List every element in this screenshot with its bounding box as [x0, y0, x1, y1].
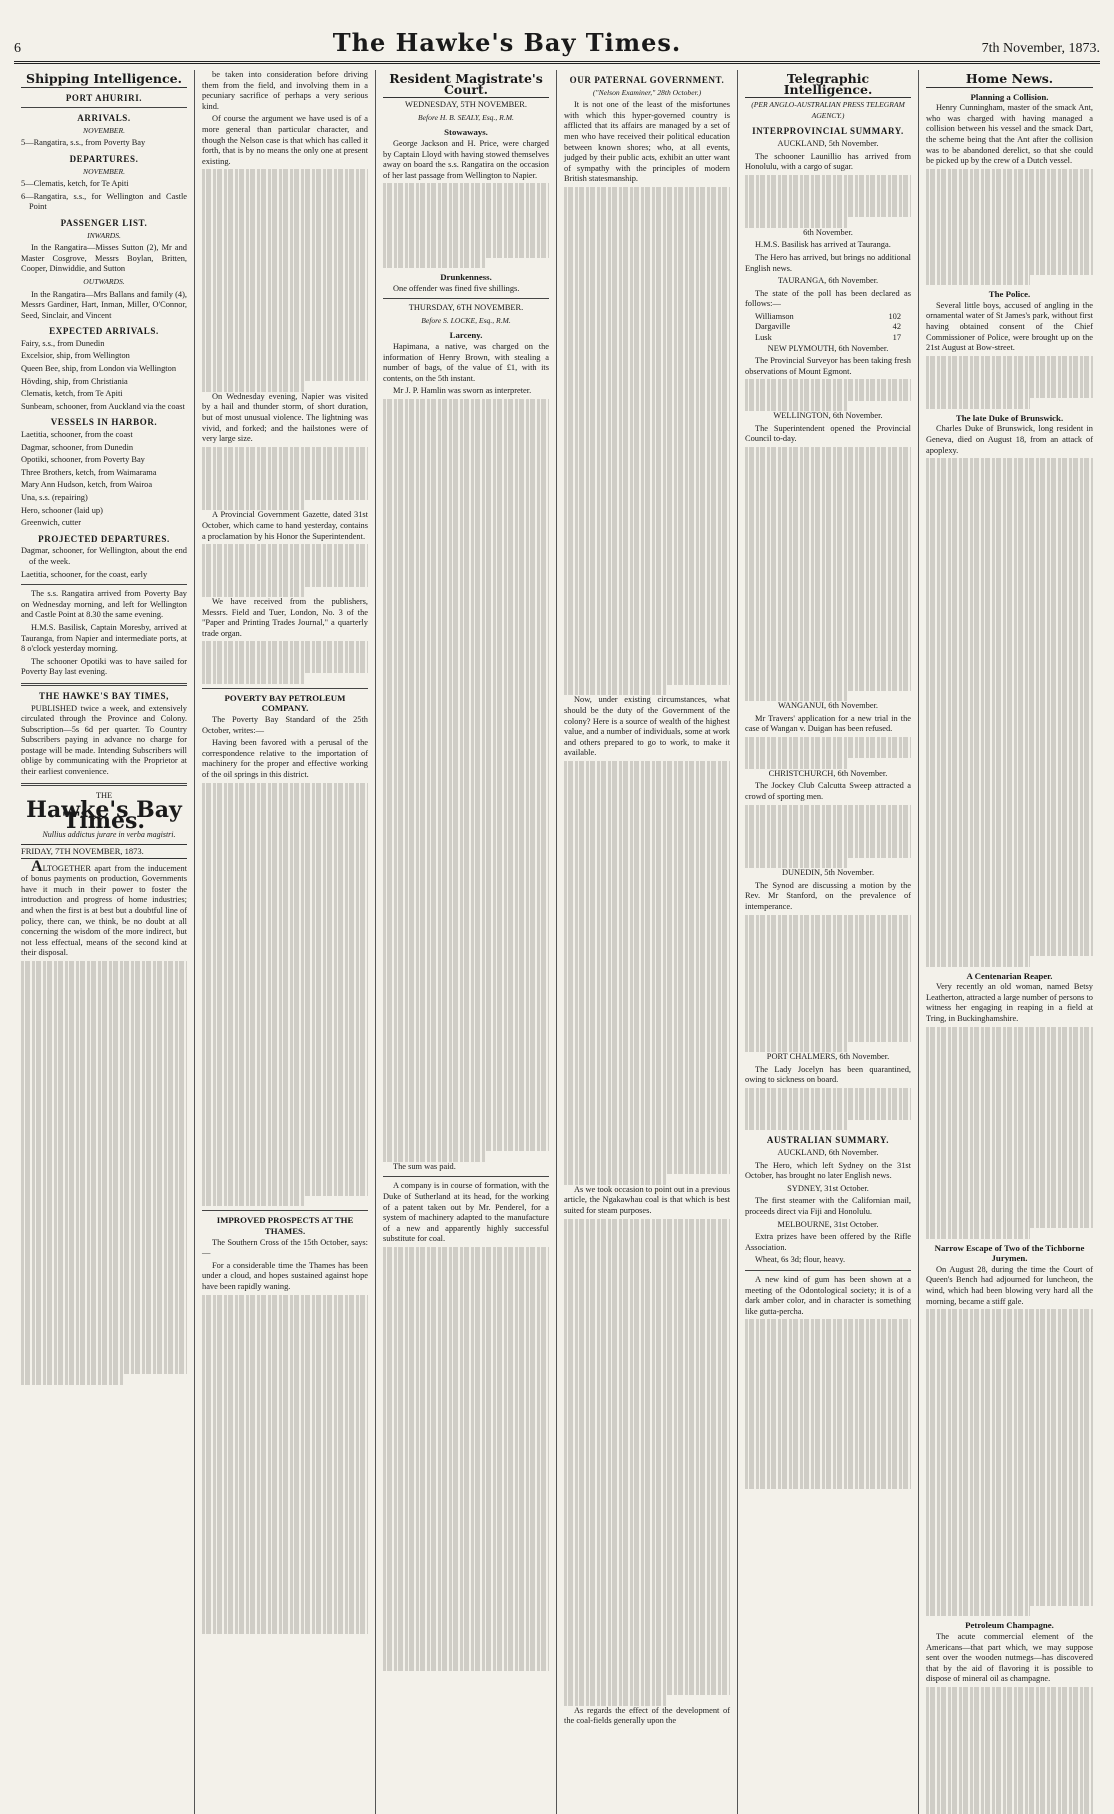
text-continuation: [202, 544, 368, 597]
stowaways-paragraph: George Jackson and H. Price, were charged by Captain Lloyd with having stowed themselves away on board the s.s. Rangatira on the occasion of her last passage from Wellington to Napier.: [383, 138, 549, 180]
text-continuation: [383, 183, 549, 268]
court-heading: Resident Magistrate's Court.: [383, 74, 549, 98]
projected-item: Laetitia, schooner, for the coast, early: [21, 569, 148, 579]
text-continuation: [926, 458, 1093, 967]
journal-paragraph: We have received from the publishers, Messrs. Field and Tuer, London, No. 3 of the "Paper and Printing Trades Journal," a quarterly trade organ.: [202, 597, 368, 638]
text-continuation: [926, 1309, 1093, 1616]
wellington-paragraph: The Superintendent opened the Provincial Council to-day.: [745, 423, 911, 444]
vessel-item: Three Brothers, ketch, from Waimarama: [21, 467, 157, 477]
gum-paragraph: A new kind of gum has been shown at a meeting of the Odontological society; it is of a dark amber color, and in character is something like gutta-percha.: [745, 1274, 911, 1316]
coal-company-paragraph: A company is in course of formation, with the Duke of Sutherland at its head, for the working of a patent taken out by Mr. Penderel, for a system of machinery adapted to the manufacture of a new and apparently highly successful substitute for coal.: [383, 1181, 549, 1244]
police-title: The Police.: [988, 289, 1031, 300]
paternal-paragraph-1: It is not one of the least of the misfortunes with which this hyper-governed country is afflicted that its affairs are managed by a set of men who have received their political education between known shores; who, at all events, judged by their public acts, exhibit an utter want of sympathy with the principles of modern British statesmanship.: [564, 100, 730, 184]
drunkenness-paragraph: One offender was fined five shillings.: [393, 283, 520, 293]
court-before-2: Before S. LOCKE, Esq., R.M.: [421, 315, 511, 325]
vessels-title: VESSELS IN HARBOR.: [50, 417, 158, 428]
text-continuation: [202, 641, 368, 683]
court-date-2: THURSDAY, 6TH NOVEMBER.: [408, 303, 524, 313]
wanganui-paragraph: Mr Travers' application for a new trial in the case of Wangan v. Duigan has been refused.: [745, 713, 911, 734]
brunswick-paragraph: Charles Duke of Brunswick, long resident in Geneva, died on August 18, from an attack of apoplexy.: [926, 424, 1093, 455]
arrival-item: 5—Rangatira, s.s., from Poverty Bay: [21, 138, 146, 148]
petroleum-paragraph: Having been favored with a perusal of the correspondence relative to the importation of machinery for the proper and effective working of the oil springs in this district.: [202, 738, 368, 779]
petroleum-title: POVERTY BAY PETROLEUM COMPANY.: [224, 692, 346, 714]
the-label: THE: [95, 790, 113, 800]
expected-item: Hövding, ship, from Christiania: [21, 376, 128, 386]
new-plymouth-paragraph: The Provincial Surveyor has been taking fresh observations of Mount Egmont.: [745, 356, 911, 376]
champagne-paragraph: The acute commercial element of the Americans—that part which, we may suppose sent over the wooden nutmegs—has discovered that by the aid of flavoring it is possible to dispose of mineral oil as champagne.: [926, 1631, 1093, 1684]
dateline-port-chalmers: PORT CHALMERS, 6th November.: [766, 1052, 890, 1062]
text-continuation: [202, 169, 368, 391]
dateline-auckland-aus: AUCKLAND, 6th November.: [777, 1148, 879, 1157]
paternal-heading: OUR PATERNAL GOVERNMENT.: [569, 75, 725, 85]
text-continuation: [202, 783, 368, 1207]
dateline-auckland: AUCKLAND, 5th November.: [777, 138, 879, 148]
dateline-wanganui: WANGANUI, 6th November.: [777, 701, 878, 711]
vessel-item: Laetitia, schooner, from the coast: [21, 430, 133, 440]
text-continuation: [745, 915, 911, 1053]
brunswick-title: The late Duke of Brunswick.: [955, 412, 1064, 423]
shipping-news-2: H.M.S. Basilisk, Captain Moresby, arrived at Tauranga, from Napier and intermediate ports, at 8 o'clock yesterday morning.: [21, 622, 187, 654]
issue-date: 7th November, 1873.: [981, 41, 1100, 56]
arrivals-month: NOVEMBER.: [83, 125, 125, 135]
sum-paid: The sum was paid.: [393, 1161, 456, 1171]
centenarian-title: A Centenarian Reaper.: [966, 970, 1053, 981]
dateline-dunedin: DUNEDIN, 5th November.: [781, 868, 875, 878]
outwards-label: OUTWARDS.: [83, 276, 125, 286]
departures-month: NOVEMBER.: [83, 166, 125, 176]
home-news-heading: Home News.: [926, 74, 1093, 88]
poll-row: Dargaville 42: [755, 322, 901, 332]
text-continuation: [745, 379, 911, 411]
motto: Nullius addictus jurare in verba magistri.: [42, 830, 176, 840]
paper-title: Hawke's Bay Times.: [26, 797, 182, 834]
dateline-auckland-6: 6th November.: [803, 227, 853, 237]
sydney-paragraph: The first steamer with the Californian mail, proceeds direct via Fiji and Honolulu.: [745, 1196, 911, 1216]
collision-title: Planning a Collision.: [970, 91, 1049, 102]
vessel-item: Greenwich, cutter: [21, 518, 81, 528]
expected-item: Sunbeam, schooner, from Auckland via the coast: [21, 401, 185, 411]
aus-auckland-paragraph: The Hero, which left Sydney on the 31st October, has brought no later English news.: [745, 1160, 911, 1181]
text-continuation: [202, 1295, 368, 1634]
interprovincial-title: INTERPROVINCIAL SUMMARY.: [752, 126, 904, 137]
projected-title: PROJECTED DEPARTURES.: [38, 533, 170, 544]
stowaways-title: Stowaways.: [444, 127, 488, 138]
text-continuation: [926, 1687, 1093, 1814]
notice-text: PUBLISHED twice a week, and extensively circulated through the Province and Colony. Subscription—5s 6d per quarter. To Country Subscribers paying in advance no charge for postage will be made. Intending Subscribers will oblige by communicating with the Proprietor at their earliest convenience.: [21, 703, 187, 777]
text-continuation: [564, 1219, 730, 1706]
melbourne-paragraph: Extra prizes have been offered by the Rifle Association.: [745, 1232, 911, 1252]
port-chalmers-paragraph: The Lady Jocelyn has been quarantined, owing to sickness on board.: [745, 1064, 911, 1085]
paternal-paragraph-3: As we took occasion to point out in a previous article, the Ngakawhau coal is that which is best suited for steam purposes.: [564, 1184, 730, 1215]
thames-title: IMPROVED PROSPECTS AT THE THAMES.: [216, 1215, 354, 1236]
departures-title: DEPARTURES.: [69, 153, 139, 164]
text-continuation: [926, 1027, 1093, 1239]
text-continuation: [202, 447, 368, 511]
dateline-tauranga: TAURANGA, 6th November.: [777, 276, 879, 286]
vessel-item: Mary Ann Hudson, ketch, from Wairoa: [21, 480, 153, 490]
drunkenness-title: Drunkenness.: [440, 272, 492, 283]
notice-title: THE HAWKE'S BAY TIMES,: [39, 690, 169, 701]
larceny-title: Larceny.: [449, 330, 483, 341]
collision-paragraph: Henry Cunningham, master of the smack Ant, who was charged with having managed a collision between his vessel and the smack Dart, the scheme being that the Ant after the collision was to be abandoned derelict, so that she could be picked up by the crew of a Dutch vessel.: [926, 103, 1093, 166]
column-6: [919, 70, 1100, 1814]
expected-item: Clematis, ketch, from Te Apiti: [21, 389, 123, 399]
vessel-item: Hero, schooner (laid up): [21, 505, 103, 515]
petroleum-intro: The Poverty Bay Standard of the 25th October, writes:—: [202, 715, 368, 735]
poll-table: [745, 312, 911, 344]
dateline-christchurch: CHRISTCHURCH, 6th November.: [768, 768, 888, 778]
projected-item: Dagmar, schooner, for Wellington, about the end of the week.: [21, 546, 187, 566]
larceny-paragraph: Hapimana, a native, was charged on the information of Henry Brown, with stealing a number of bags, of the value of £1, with its contents, on the 5th instant.: [383, 342, 549, 383]
paternal-source: ("Nelson Examiner," 28th October.): [592, 87, 702, 97]
vessel-item: Una, s.s. (repairing): [21, 493, 88, 502]
tichborne-paragraph: On August 28, during the time the Court of Queen's Bench had adjourned for luncheon, the wind, which had been blowing very hard all the morning, became a stiff gale.: [926, 1264, 1093, 1306]
column-2: [195, 70, 376, 1814]
basilisk-paragraph: H.M.S. Basilisk has arrived at Tauranga.: [755, 240, 891, 250]
expected-title: EXPECTED ARRIVALS.: [49, 326, 159, 337]
telegraphic-source: (PER ANGLO-AUSTRALIAN PRESS TELEGRAM AGENCY.): [751, 100, 905, 120]
port-title: PORT AHURIRI.: [65, 92, 143, 103]
text-continuation: [745, 447, 911, 701]
dateline: FRIDAY, 7TH NOVEMBER, 1873.: [21, 844, 187, 859]
dateline-sydney: SYDNEY, 31st October.: [787, 1183, 869, 1193]
police-paragraph: Several little boys, accused of angling in the ornamental water of St James's park, without first having obtained consent of the Chief Commissioner of Police, were brought up on the 21st August at Bow-street.: [926, 300, 1093, 353]
court-before-1: Before H. B. SEALY, Esq., R.M.: [418, 112, 514, 122]
tichborne-title: Narrow Escape of Two of the Tichborne Jurymen.: [934, 1242, 1085, 1264]
shipping-news-3: The schooner Opotiki was to have sailed for Poverty Bay last evening.: [21, 656, 187, 677]
text-continuation: [745, 737, 911, 769]
vessel-item: Dagmar, schooner, from Dunedin: [21, 442, 134, 452]
thames-paragraph: For a considerable time the Thames has been under a cloud, and hopes sustained against hope have been rapidly waning.: [202, 1260, 368, 1291]
christchurch-paragraph: The Jockey Club Calcutta Sweep attracted a crowd of sporting men.: [745, 781, 911, 801]
expected-item: Queen Bee, ship, from London via Wellington: [21, 364, 177, 374]
interpreter-paragraph: Mr J. P. Hamlin was sworn as interpreter.: [393, 386, 532, 396]
prices-paragraph: Wheat, 6s 3d; flour, heavy.: [755, 1255, 846, 1265]
column-3: [376, 70, 557, 1814]
leader-paragraph-2: Of course the argument we have used is of a more general than particular character, and though the Nelson case is that which has called it forth, that is by no means the only one at present existing.: [202, 114, 368, 166]
telegraphic-heading: Telegraphic Intelligence.: [745, 74, 911, 98]
column-4: [557, 70, 738, 1814]
inwards-text: In the Rangatira—Misses Sutton (2), Mr and Master Cosgrove, Messrs Boylan, Britten, Cooper, Dinwiddie, and Sutton: [21, 243, 187, 274]
court-date-1: WEDNESDAY, 5TH NOVEMBER.: [405, 100, 527, 110]
thames-intro: The Southern Cross of the 15th October, says:—: [202, 1237, 368, 1258]
page-number: 6: [14, 41, 21, 56]
text-continuation: [745, 1088, 911, 1130]
text-continuation: [745, 805, 911, 869]
columns: [14, 70, 1100, 1726]
dateline-new-plymouth: NEW PLYMOUTH, 6th November.: [767, 343, 889, 353]
dateline-wellington: WELLINGTON, 6th November.: [773, 411, 883, 421]
inwards-label: INWARDS.: [87, 230, 121, 240]
newspaper-title: The Hawke's Bay Times.: [332, 28, 682, 57]
gazette-paragraph: A Provincial Government Gazette, dated 31st October, which came to hand yesterday, contains a proclamation by his Honor the Superintendent.: [202, 510, 368, 541]
column-5: [738, 70, 919, 1814]
column-1: [14, 70, 195, 1814]
text-continuation: [745, 175, 911, 228]
masthead: [14, 24, 1100, 64]
expected-item: Fairy, s.s., from Dunedin: [21, 338, 105, 348]
text-continuation: [926, 356, 1093, 409]
dateline-melbourne: MELBOURNE, 31st October.: [777, 1219, 879, 1229]
text-continuation: [21, 961, 187, 1385]
auckland-paragraph: The schooner Launillio has arrived from Honolulu, with a cargo of sugar.: [745, 151, 911, 172]
poll-row: Williamson 102: [755, 311, 901, 321]
text-continuation: [564, 187, 730, 696]
outwards-text: In the Rangatira—Mrs Ballans and family (4), Messrs Gardiner, Hart, Inman, Miller, O'Connor, Seed, Sinclair, and Vincent: [21, 289, 187, 320]
text-continuation: [564, 761, 730, 1185]
hero-paragraph: The Hero has arrived, but brings no additional English news.: [745, 252, 911, 273]
departure-item: 6—Rangatira, s.s., for Wellington and Castle Point: [21, 191, 187, 212]
centenarian-paragraph: Very recently an old woman, named Betsy Leatherton, attracted a large number of persons to witness her engaging in reaping in a field at Tring, in Buckinghamshire.: [926, 982, 1093, 1024]
leader-paragraph: ALTOGETHER apart from the inducement of bonus payments on production, Governments have it much in their power to foster the introduction and progress of home industries; and when the first is at best but a doubtful line of policy, there can, we think, be no doubt at all concerning the wisdom of the more indirect, but not less effectual, means of the second kind at their disposal.: [21, 857, 187, 958]
departure-item: 5—Clematis, ketch, for Te Apiti: [21, 179, 129, 189]
poll-row: Lusk 17: [755, 333, 901, 343]
text-continuation: [383, 399, 549, 1162]
poll-paragraph: The state of the poll has been declared as follows:—: [745, 288, 911, 309]
expected-item: Excelsior, ship, from Wellington: [21, 351, 130, 361]
leader-continued: be taken into consideration before driving them from the field, and involving them in a pecuniary sacrifice of perhaps a very serious kind.: [202, 70, 368, 111]
vessel-item: Opotiki, schooner, from Poverty Bay: [21, 455, 145, 465]
passenger-title: PASSENGER LIST.: [60, 217, 148, 228]
shipping-heading: Shipping Intelligence.: [21, 74, 187, 88]
australian-title: AUSTRALIAN SUMMARY.: [766, 1135, 890, 1146]
text-continuation: [383, 1247, 549, 1671]
arrivals-title: ARRIVALS.: [77, 113, 131, 124]
storm-paragraph: On Wednesday evening, Napier was visited by a hail and thunder storm, of short duration, but of most unusual violence. The lightning was vivid, and forked; and the hailstones were of very large size.: [202, 391, 368, 444]
dunedin-paragraph: The Synod are discussing a motion by the Rev. Mr Stanford, on the prevalence of intemperance.: [745, 880, 911, 911]
text-continuation: [745, 1319, 911, 1489]
shipping-news-1: The s.s. Rangatira arrived from Poverty Bay on Wednesday morning, and left for Wellington and Castle Point at 8.30 the same evening.: [21, 589, 187, 620]
text-continuation: [926, 169, 1093, 286]
paternal-paragraph-4: As regards the effect of the development of the coal-fields generally upon the: [564, 1705, 730, 1726]
paternal-paragraph-2: Now, under existing circumstances, what should be the duty of the Government of the colony? Here is a source of wealth of the highest value, and a number of individuals, some at work and others prepared to go to work, to make it available.: [564, 695, 730, 758]
champagne-title: Petroleum Champagne.: [965, 1620, 1054, 1631]
